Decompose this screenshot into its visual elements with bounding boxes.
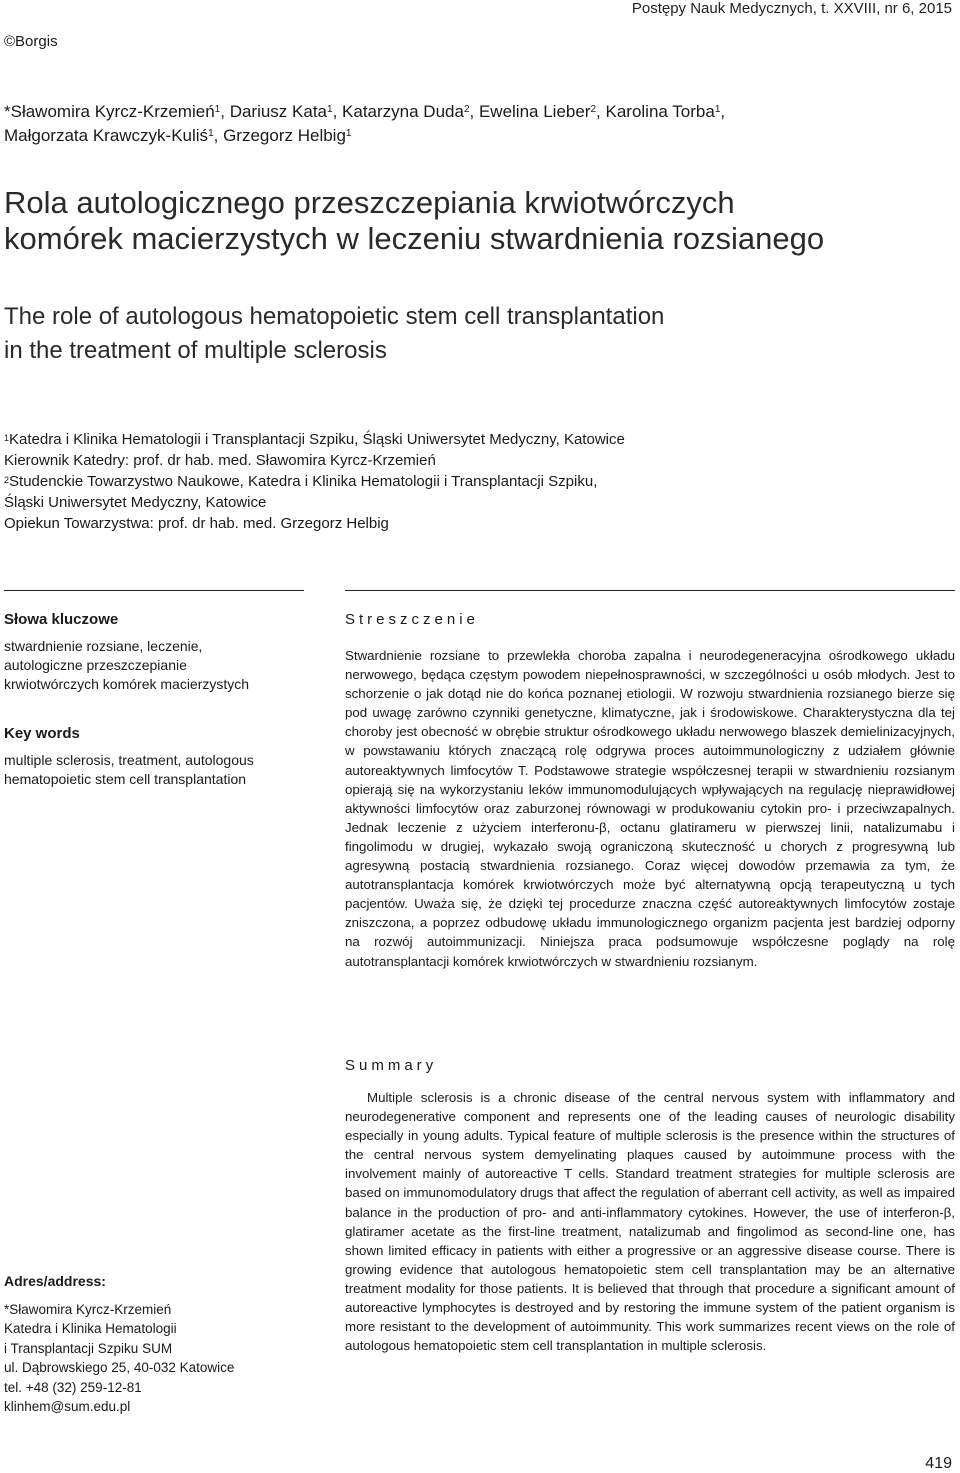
affiliation-mark: 2 xyxy=(4,475,10,485)
keyword-line: krwiotwórczych komórek macierzystych xyxy=(4,676,250,692)
divider-right xyxy=(345,590,955,591)
streszczenie-text: Stwardnienie rozsiane to przewlekła choroba zapalna i neurodegeneracyjna ośrodkowego układu nerwowego, będąca częstym powodem niepełnosprawności, w szczególności u osób młodych. Jest to schorzenie o jak dotąd nie do końca poznanej etiologii. W rozwoju stwardnienia rozsianego bierze się pod uwagę zarówno czynniki genetyczne, klimatyczne, jak i środowiskowe. Charakterystyczna dla tej choroby jest obecność w obrębie struktur ośrodkowego układu nerwowego blaszek demielinizacyjnych, w powstawaniu których znaczącą rolę odgrywa proces autoimmunologiczny z udziałem głównie autoreaktywnych limfocytów T. Podstawowe strategie współczesnej terapii w stwardnieniu rozsianym opierają się na wykorzystaniu leków immunomodulujących wpływających na regulację nieprawidłowej aktywności limfocytów oraz zaburzonej równowagi w produkowaniu cytokin pro- i przeciwzapalnych. Jednak leczenie z użyciem interferonu-β, octanu glatirameru w pierwszej linii, natalizumabu i fingolimodu w drugiej, wykazało swoją ograniczoną skuteczność u chorych z progresywną lub agresywną postacią stwardnienia rozsianego. Coraz więcej dowodów przemawia za tym, że autotransplantacja komórek krwiotwórczych może być alternatywną opcją terapeutyczną u tych pacjentów. Uważa się, że dzięki tej procedurze znaczna część autoreaktywnych limfocytów zostaje zniszczona, a poprzez odbudowę układu immunologicznego organizm pacjenta jest bardziej odporny na rozwój autoimmunizacji. Niniejsza praca podsumowuje współczesne poglądy na rolę autotransplantacji komórek krwiotwórczych w stwardnieniu rozsianym. xyxy=(345,648,955,969)
affiliation-text: Studenckie Towarzystwo Naukowe, Katedra i Klinika Hematologii i Transplantacji Szpiku, xyxy=(9,473,598,490)
keywords-polish xyxy=(4,610,314,694)
author-name: Małgorzata Krawczyk-Kuliś xyxy=(4,126,209,145)
author-separator: , xyxy=(720,102,726,121)
divider-left xyxy=(4,590,304,591)
author-affiliation-mark: 1 xyxy=(714,104,721,115)
keywords-english xyxy=(4,724,314,789)
author-separator: , xyxy=(220,102,230,121)
keyword-line: multiple sclerosis, treatment, autologous xyxy=(4,752,254,768)
author-name: Karolina Torba xyxy=(605,102,715,121)
title-english-line: The role of autologous hematopoietic stem cell transplantation xyxy=(4,303,665,330)
affiliation-2-head: Opiekun Towarzystwa: prof. dr hab. med. Grzegorz Helbig xyxy=(4,515,389,532)
affiliation-mark: 1 xyxy=(4,433,10,443)
author-affiliation-mark: 1 xyxy=(214,104,221,115)
copyright-borgis: ©Borgis xyxy=(4,33,58,50)
authors-line-2 xyxy=(4,124,944,148)
keyword-line: stwardnienie rozsiane, leczenie, xyxy=(4,638,203,654)
author-separator: , xyxy=(332,102,343,121)
author-affiliation-mark: 1 xyxy=(327,104,333,115)
affiliations xyxy=(4,429,944,534)
author-affiliation-mark: 1 xyxy=(208,128,214,139)
author-name: Dariusz Kata xyxy=(229,102,328,121)
author-separator: , xyxy=(596,102,606,121)
keywords-polish-heading: Słowa kluczowe xyxy=(4,611,119,628)
address-line: *Sławomira Kyrcz-Krzemień xyxy=(4,1301,172,1317)
affiliation-1-head: Kierownik Katedry: prof. dr hab. med. Sławomira Kyrcz-Krzemień xyxy=(4,452,436,469)
authors-line-1 xyxy=(4,100,944,124)
affiliation-2-cont: Śląski Uniwersytet Medyczny, Katowice xyxy=(4,494,267,511)
address-line: i Transplantacji Szpiku SUM xyxy=(4,1340,173,1356)
keywords-english-heading: Key words xyxy=(4,725,80,742)
title-english-line: in the treatment of multiple sclerosis xyxy=(4,337,387,364)
author-affiliation-mark: 2 xyxy=(590,104,597,115)
address-heading: Adres/address: xyxy=(4,1273,106,1289)
author-affiliation-mark: 1 xyxy=(345,128,352,139)
address-email: klinhem@sum.edu.pl xyxy=(4,1399,131,1414)
author-name: Ewelina Lieber xyxy=(478,102,591,121)
keyword-line: hematopoietic stem cell transplantation xyxy=(4,771,247,787)
author-name: *Sławomira Kyrcz-Krzemień xyxy=(4,102,215,121)
affiliation-text: Katedra i Klinika Hematologii i Transplantacji Szpiku, Śląski Uniwersytet Medyczny, Katowice xyxy=(9,431,625,448)
title-polish-line: Rola autologicznego przeszczepiania krwiotwórczych xyxy=(4,185,735,220)
page-number: 419 xyxy=(925,1455,952,1472)
summary-heading: Summary xyxy=(345,1057,438,1074)
title-english xyxy=(4,300,944,368)
summary-text: Multiple sclerosis is a chronic disease of the central nervous system with inflammatory and neurodegenerative component and represents one of the leading causes of neurologic disability especially in young adults. Typical feature of multiple sclerosis is the presence within the structures of the central nervous system demyelinating plaques caused by autoimmune process with the involvement mainly of autoreactive T cells. Standard treatment strategies for multiple sclerosis are based on immunomodulatory drugs that affect the regulation of aberrant cell activity, as well as impaired balance in the production of pro- and anti-inflammatory cytokines. However, the use of interferon-β, glatiramer acetate as the first-line treatment, natalizumab and fingolimod as second-line one, has shown limited efficacy in patients with either a progressive or an aggressive disease course. There is growing evidence that autologous hematopoietic stem cell transplantation may be an alternative treatment modality for those patients. It is believed that through that procedure a significant amount of autoreactive lymphocytes is destroyed and by restoring the immune system of the patient organism is more resistant to the development of autoimmunity. This work summarizes recent views on the role of autologous hematopoietic stem cell transplantation in multiple sclerosis. xyxy=(345,1090,956,1354)
author-name: Grzegorz Helbig xyxy=(223,126,346,145)
title-polish xyxy=(4,185,944,257)
keyword-line: autologiczne przeszczepianie xyxy=(4,657,187,673)
streszczenie-heading: Streszczenie xyxy=(345,611,479,628)
author-affiliation-mark: 2 xyxy=(463,104,470,115)
affiliation-2 xyxy=(4,471,944,492)
journal-header: Postępy Nauk Medycznych, t. XXVIII, nr 6, 2015 xyxy=(631,0,952,17)
author-separator: , xyxy=(469,102,479,121)
title-polish-line: komórek macierzystych w leczeniu stwardnienia rozsianego xyxy=(4,221,825,256)
correspondence-address xyxy=(4,1272,324,1417)
author-name: Katarzyna Duda xyxy=(342,102,464,121)
address-line: ul. Dąbrowskiego 25, 40-032 Katowice xyxy=(4,1360,235,1375)
author-list xyxy=(4,100,944,148)
author-separator: , xyxy=(213,126,224,145)
address-line: Katedra i Klinika Hematologii xyxy=(4,1321,177,1336)
address-line: tel. +48 (32) 259-12-81 xyxy=(4,1379,142,1395)
affiliation-1 xyxy=(4,429,944,450)
